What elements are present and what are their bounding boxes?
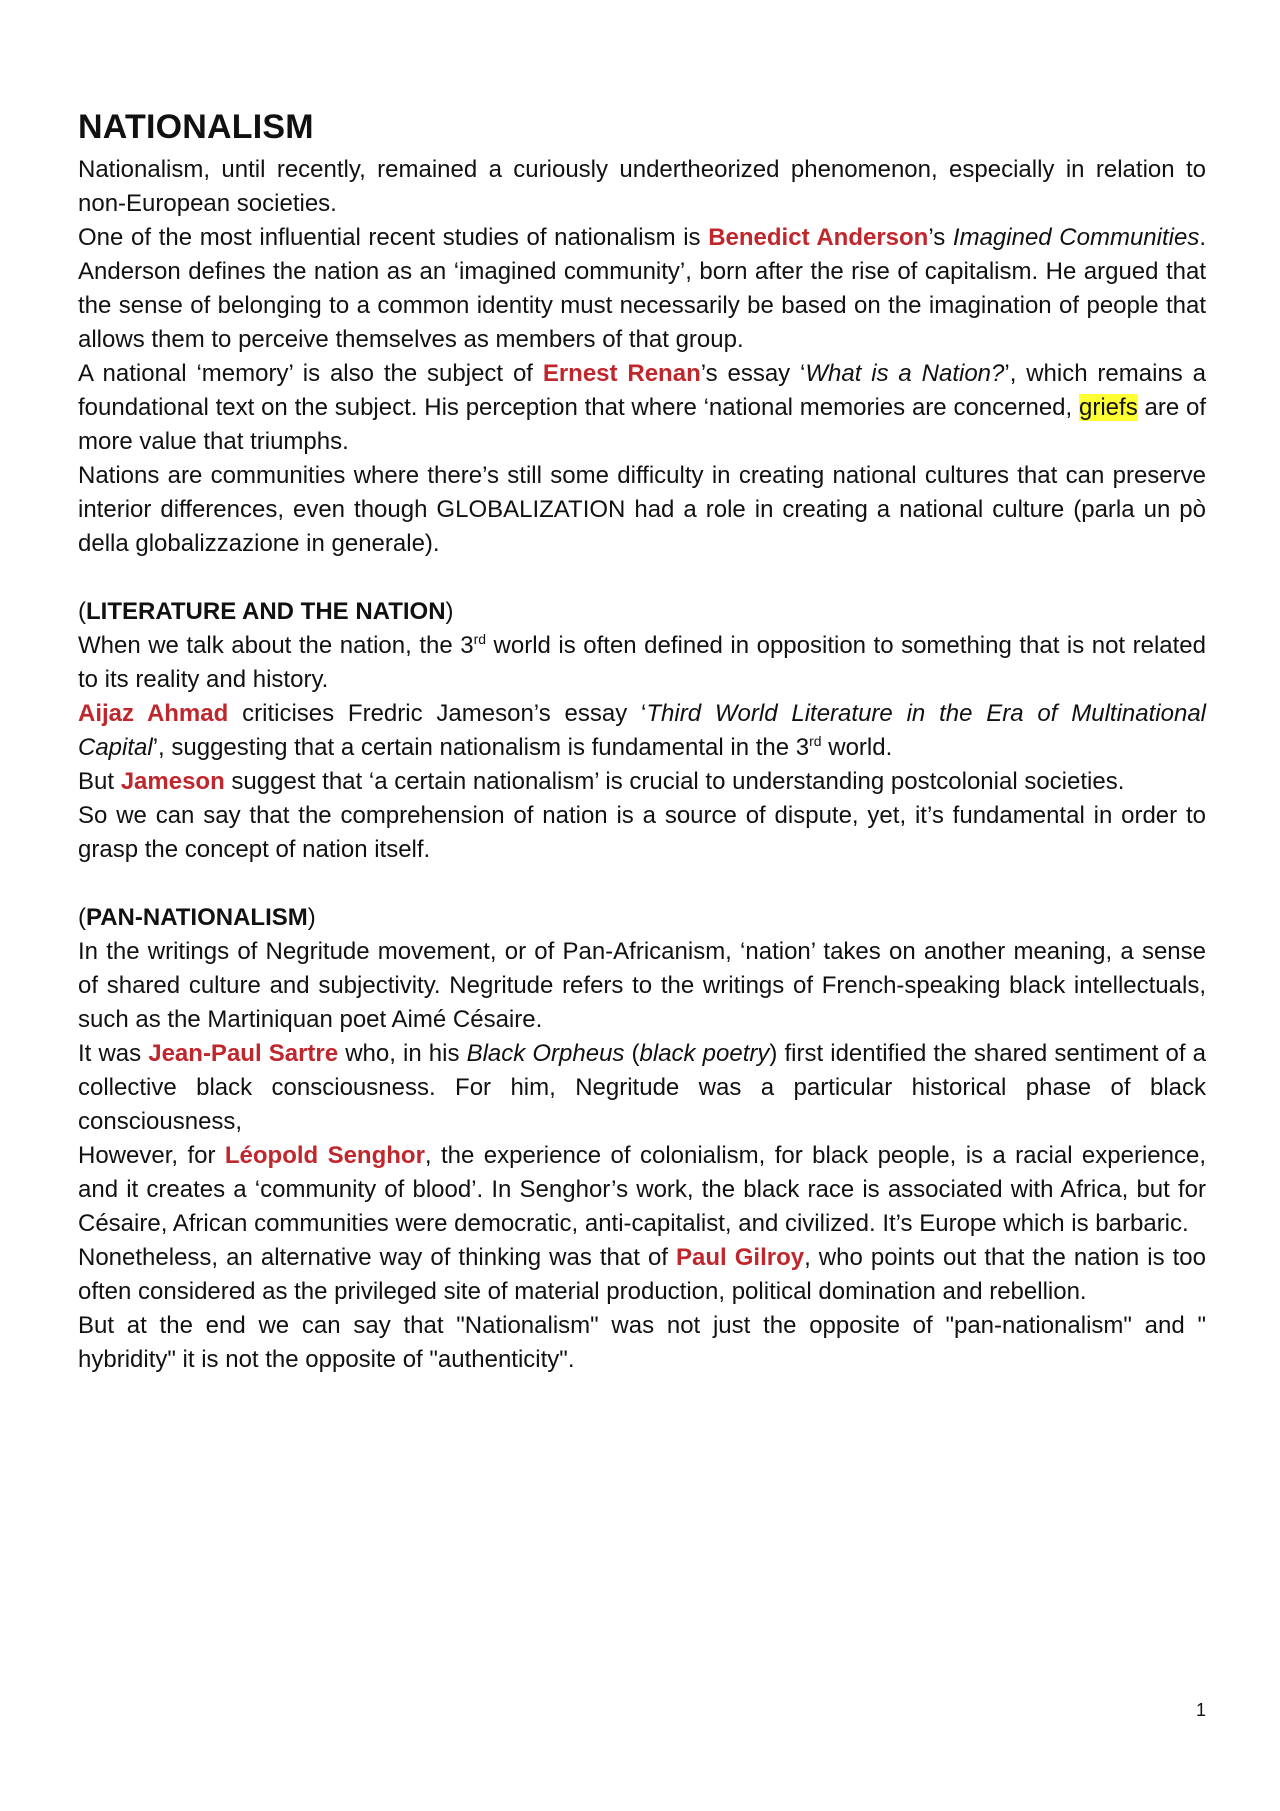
paragraph-sartre: It was Jean-Paul Sartre who, in his Black Orpheus (black poetry) first identified the shared sentiment of a collective black consciousness. For him, Negritude was a particular historical phase of black consciousness, [78,1040,1206,1135]
book-title: Black Orpheus [466,1040,625,1067]
section-heading-literature: (LITERATURE AND THE NATION) [78,598,454,625]
author-name: Léopold Senghor [224,1142,425,1169]
author-name: Paul Gilroy [676,1244,805,1271]
paragraph-conclusion: But at the end we can say that "Nationalism" was not just the opposite of "pan-nationalism" and " hybridity" it is not the opposite of "authenticity". [78,1312,1206,1373]
document-page [78,108,1206,1377]
paragraph-renan: A national ‘memory’ is also the subject of Ernest Renan’s essay ‘What is a Nation?’, which remains a foundational text on the subject. His perception that where ‘national memories are concerned, griefs are of more value that triumphs. [78,360,1206,455]
paragraph-negritude: In the writings of Negritude movement, or of Pan-Africanism, ‘nation’ takes on another meaning, a sense of shared culture and subjectivity. Negritude refers to the writings of French-speaking black intellectuals, such as the Martiniquan poet Aimé Césaire. [78,938,1206,1033]
essay-title: What is a Nation? [805,360,1005,387]
author-name: Aijaz Ahmad [78,700,229,727]
essay-title: Third World Literature in the Era of Multinational Capital [78,700,1206,761]
paragraph-ahmad: Aijaz Ahmad criticises Fredric Jameson’s essay ‘Third World Literature in the Era of Multinational Capital’, suggesting that a certain nationalism is fundamental in the 3rd world. [78,700,1206,761]
author-name: Jean-Paul Sartre [148,1040,339,1067]
author-name: Jameson [120,768,225,795]
page-title: NATIONALISM [78,108,314,146]
page-number: 1 [1195,1700,1206,1720]
paragraph-senghor: However, for Léopold Senghor, the experience of colonialism, for black people, is a racial experience, and it creates a ‘community of blood’. In Senghor’s work, the black race is associated with Africa, but for Césaire, African communities were democratic, anti-capitalist, and civilized. It’s Europe which is barbaric. [78,1142,1207,1237]
paragraph-jameson: But Jameson suggest that ‘a certain nationalism’ is crucial to understanding postcolonial societies. [78,768,1125,795]
author-name: Benedict Anderson [708,224,929,251]
paragraph-gilroy: Nonetheless, an alternative way of thinking was that of Paul Gilroy, who points out that the nation is too often considered as the privileged site of material production, political domination and rebellion. [78,1244,1206,1305]
spacer [78,561,1206,595]
paragraph-anderson: One of the most influential recent studies of nationalism is Benedict Anderson’s Imagined Communities. Anderson defines the nation as an ‘imagined community’, born after the rise of capitalism. He argued that the sense of belonging to a common identity must necessarily be based on the imagination of people that allows them to perceive themselves as members of that group. [78,224,1207,353]
book-subtitle: black poetry [639,1040,770,1067]
author-name: Ernest Renan [542,360,701,387]
spacer [78,867,1206,901]
section-heading-pan-nationalism: (PAN-NATIONALISM) [78,904,316,931]
book-title: Imagined Communities [952,224,1200,251]
paragraph-third-world: When we talk about the nation, the 3rd world is often defined in opposition to something that is not related to its reality and history. [78,631,1206,693]
paragraph-dispute: So we can say that the comprehension of nation is a source of dispute, yet, it’s fundamental in order to grasp the concept of nation itself. [78,802,1206,863]
paragraph-intro: Nationalism, until recently, remained a curiously undertheorized phenomenon, especially in relation to non-European societies. [78,156,1206,217]
paragraph-globalization: Nations are communities where there’s still some difficulty in creating national cultures that can preserve interior differences, even though GLOBALIZATION had a role in creating a national culture (parla un pò della globalizzazione in generale). [78,462,1206,557]
highlighted-word: griefs [1079,394,1138,421]
